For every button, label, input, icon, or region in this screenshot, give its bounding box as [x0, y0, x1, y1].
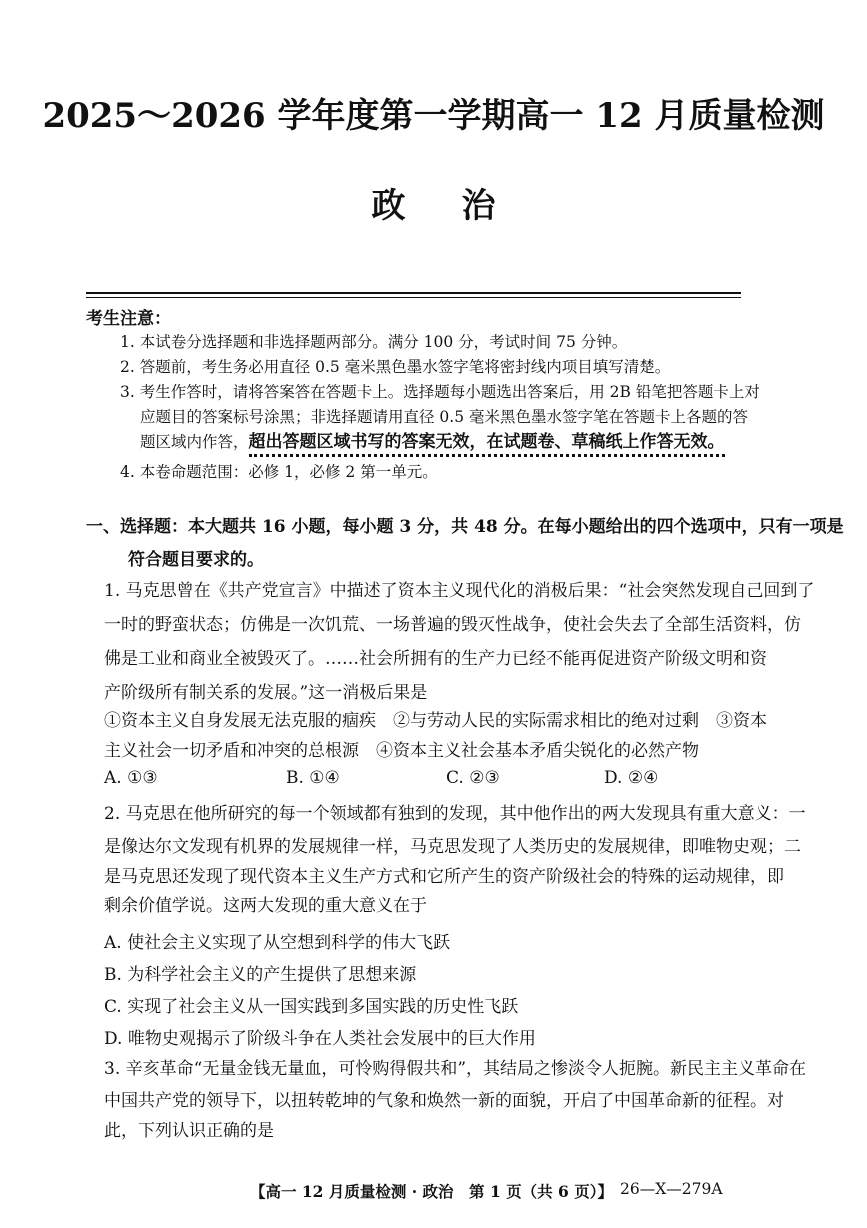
section-heading-cont: 符合题目要求的。	[128, 550, 264, 570]
q1-option-b: B. ①④	[286, 768, 340, 788]
q3-line-1: 3. 辛亥革命“无量金钱无量血，可怜购得假共和”，其结局之惨淡令人扼腕。新民主主义革命在	[104, 1059, 807, 1079]
q2-line-2: 是像达尔文发现有机界的发展规律一样，马克思发现了人类历史的发展规律，即唯物史观；二	[104, 837, 801, 857]
notice-item-3-prefix: 题区域内作答，	[140, 433, 249, 451]
q3-line-2: 中国共产党的领导下，以扭转乾坤的气象和焕然一新的面貌，开启了中国革命新的征程。对	[104, 1091, 784, 1111]
divider-thin	[86, 297, 741, 298]
notice-item-2: 2. 答题前，考生务必用直径 0.5 毫米黑色墨水签字笔将密封线内项目填写清楚。	[120, 358, 671, 376]
q1-line-2: 一时的野蛮状态；仿佛是一次饥荒、一场普遍的毁灭性战争，使社会失去了全部生活资料，仿	[104, 615, 801, 635]
q3-line-3: 此，下列认识正确的是	[104, 1121, 274, 1141]
q2-option-d: D. 唯物史观揭示了阶级斗争在人类社会发展中的巨大作用	[104, 1029, 536, 1049]
notice-item-3-end	[140, 432, 725, 452]
q2-line-1: 2. 马克思在他所研究的每一个领域都有独到的发现，其中他作出的两大发现具有重大意义：一	[104, 804, 806, 824]
q1-option-c: C. ②③	[446, 768, 500, 788]
q2-option-a: A. 使社会主义实现了从空想到科学的伟大飞跃	[104, 933, 451, 953]
exam-title: 2025～2026 学年度第一学期高一 12 月质量检测	[42, 96, 825, 136]
q2-option-b: B. 为科学社会主义的产生提供了思想来源	[104, 965, 417, 985]
q2-line-3: 是马克思还发现了现代资本主义生产方式和它所产生的资产阶级社会的特殊的运动规律，即	[104, 867, 784, 887]
notice-heading: 考生注意：	[86, 309, 171, 329]
page-footer: 【高一 12 月质量检测 · 政治 第 1 页（共 6 页）】	[250, 1182, 613, 1201]
q1-line-5: ①资本主义自身发展无法克服的痼疾 ②与劳动人民的实际需求相比的绝对过剩 ③资本	[104, 711, 767, 731]
notice-item-1: 1. 本试卷分选择题和非选择题两部分。满分 100 分，考试时间 75 分钟。	[120, 333, 628, 351]
notice-item-3: 3. 考生作答时，请将答案答在答题卡上。选择题每小题选出答案后，用 2B 铅笔把答题卡上对	[120, 383, 760, 401]
divider-thick	[86, 292, 741, 294]
notice-item-3-cont: 应题目的答案标号涂黑；非选择题请用直径 0.5 毫米黑色墨水签字笔在答题卡上各题的答	[140, 408, 749, 426]
q1-option-d: D. ②④	[604, 768, 659, 788]
notice-item-4: 4. 本卷命题范围：必修 1，必修 2 第一单元。	[120, 463, 438, 481]
paper-code: 26—X—279A	[620, 1180, 723, 1198]
q2-option-c: C. 实现了社会主义从一国实践到多国实践的历史性飞跃	[104, 997, 519, 1017]
q1-option-a: A. ①③	[104, 768, 158, 788]
q2-line-4: 剩余价值学说。这两大发现的重大意义在于	[104, 896, 427, 916]
subject-title: 政治	[371, 186, 552, 226]
q1-line-6: 主义社会一切矛盾和冲突的总根源 ④资本主义社会基本矛盾尖锐化的必然产物	[104, 741, 699, 761]
notice-emphasis: 超出答题区域书写的答案无效，在试题卷、草稿纸上作答无效。	[249, 432, 725, 457]
q1-line-1: 1. 马克思曾在《共产党宣言》中描述了资本主义现代化的消极后果：“社会突然发现自己回到了	[104, 581, 815, 601]
section-heading: 一、选择题：本大题共 16 小题，每小题 3 分，共 48 分。在每小题给出的四个选项中，只有一项是	[86, 517, 844, 537]
q1-line-4: 产阶级所有制关系的发展。”这一消极后果是	[104, 683, 428, 703]
q1-line-3: 佛是工业和商业全被毁灭了。……社会所拥有的生产力已经不能再促进资产阶级文明和资	[104, 649, 767, 669]
